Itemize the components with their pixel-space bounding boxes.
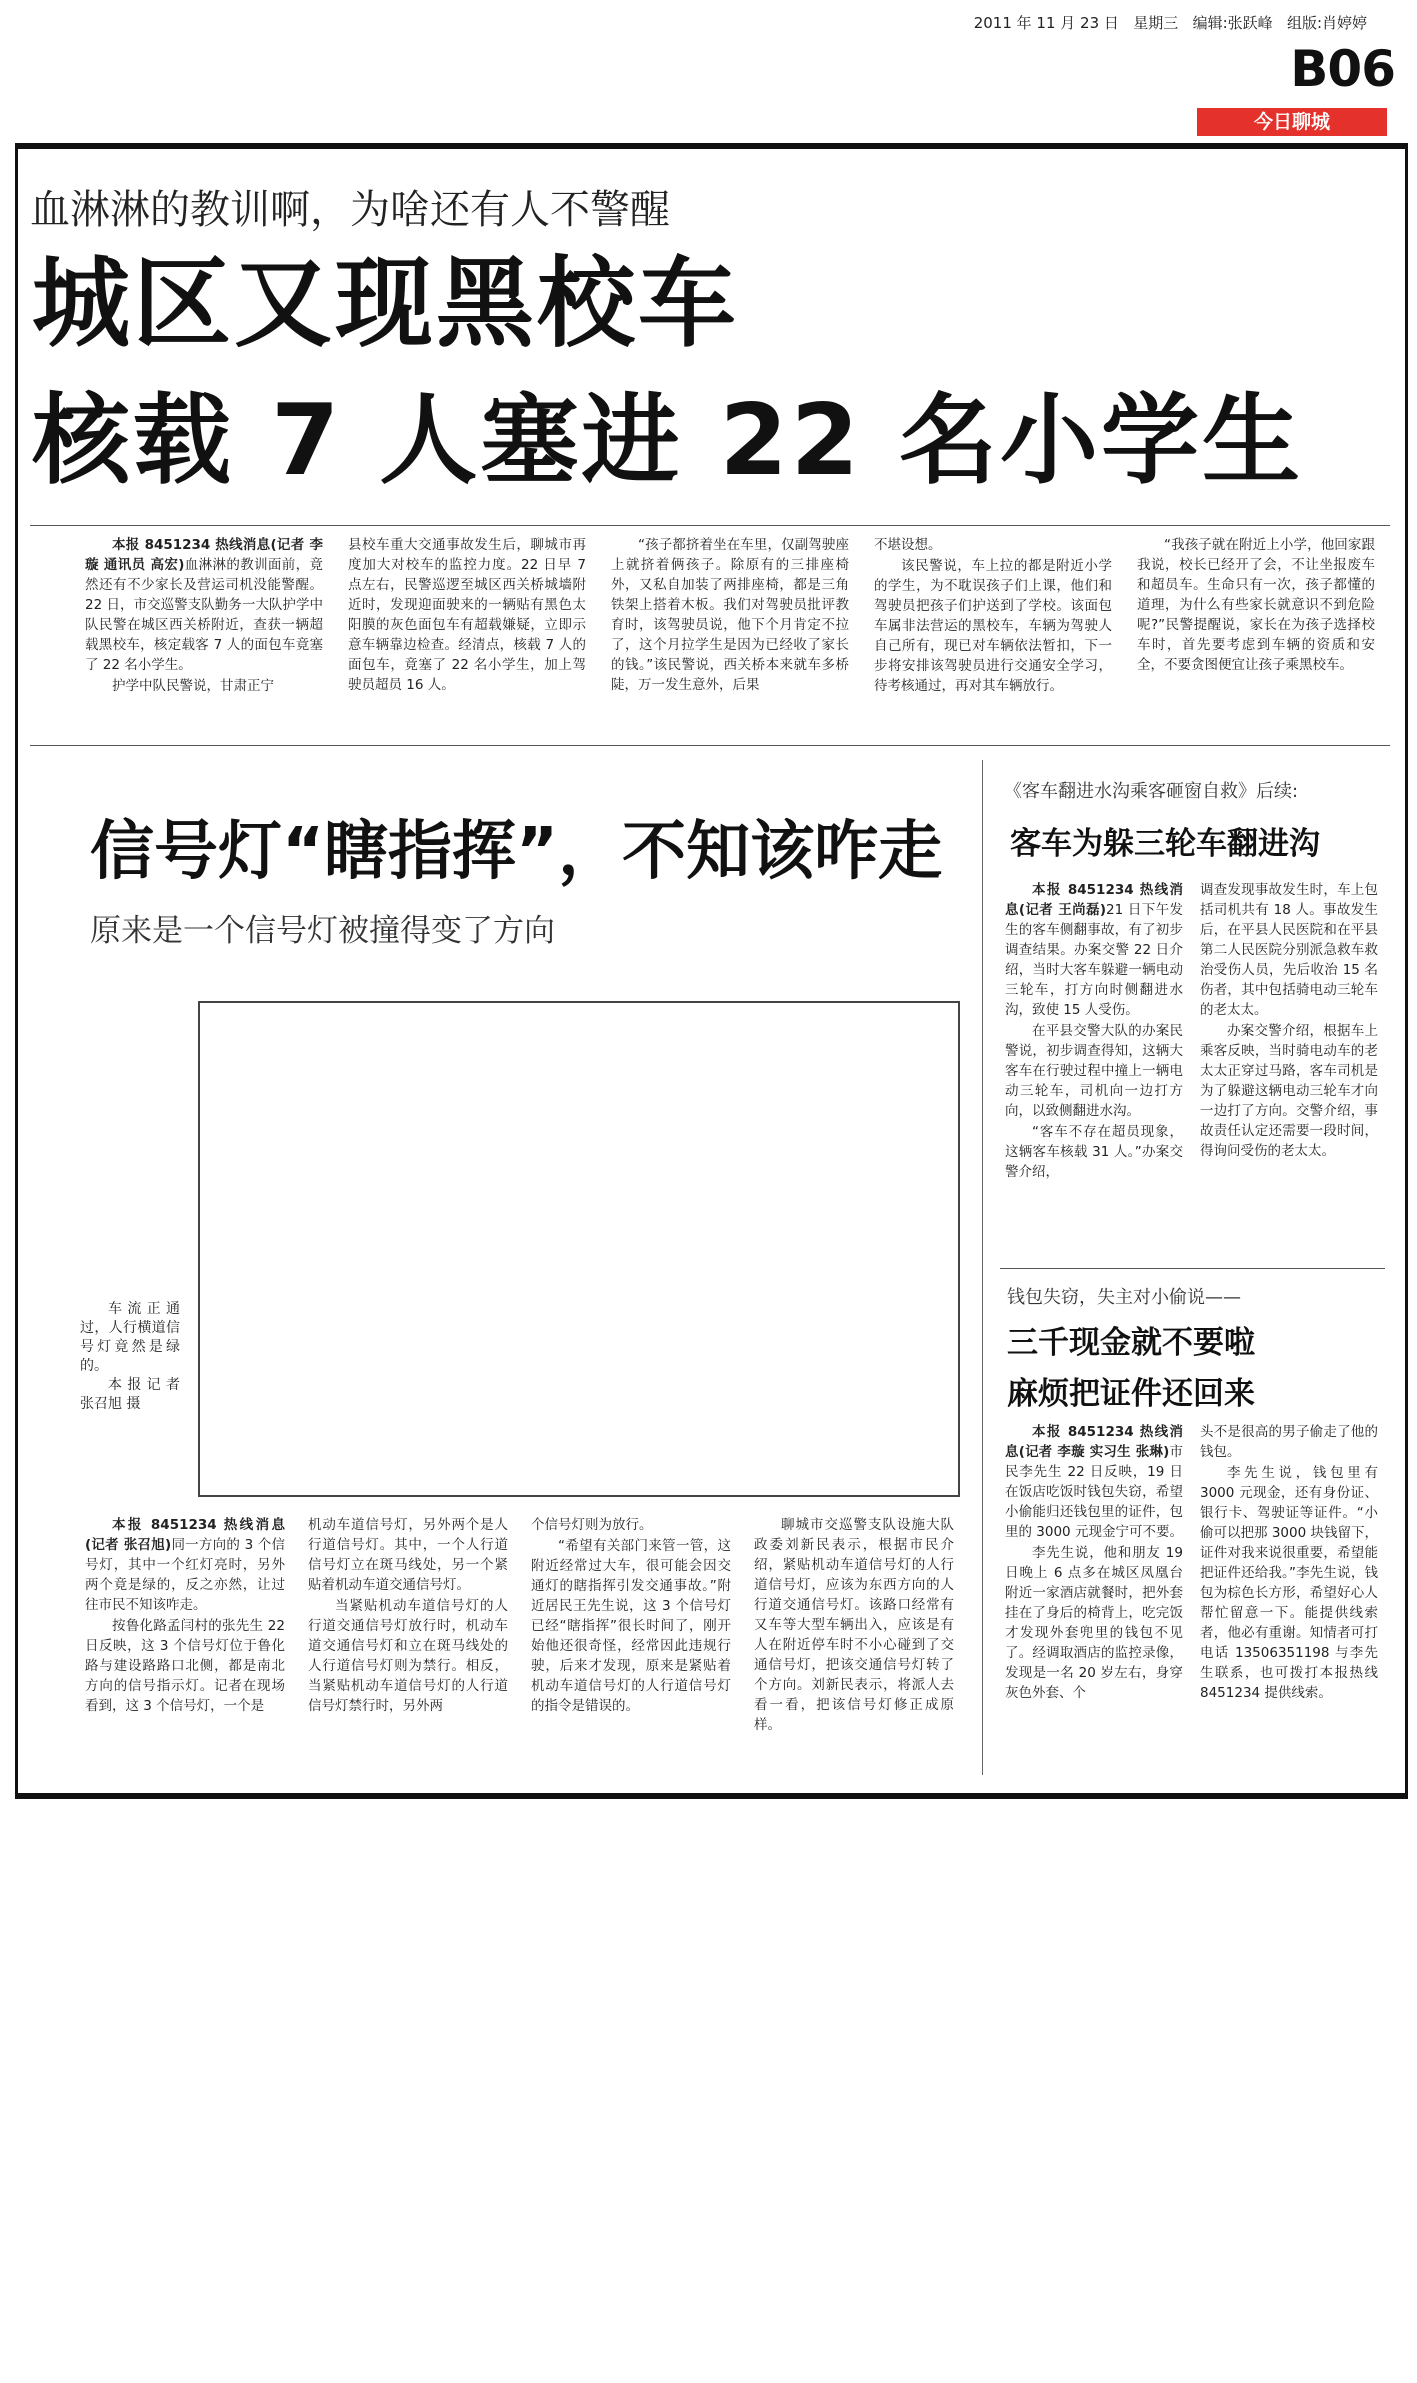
lead-col3-text: “孩子都挤着坐在车里，仅副驾驶座上就挤着俩孩子。除原有的三排座椅外，又私自加装了两排座椅，都是三角铁架上搭着木板。我们对驾驶员批评教育时，该驾驶员说，他下个月肯定不拉了，这个月拉学生是因为已经收了家长的钱。”该民警说，西关桥本来就车多桥陡，万一发生意外，后果	[611, 537, 849, 693]
editor-credit: 编辑:张跃峰	[1192, 14, 1273, 32]
signal-col-4	[754, 1515, 954, 1736]
column-separator	[982, 760, 983, 1775]
photo-caption	[80, 1300, 180, 1414]
wallet-byline: 本报 8451234 热线消息(记者 李璇 实习生 张琳)	[1005, 1424, 1183, 1460]
signal-col3-text: 个信号灯则为放行。	[531, 1517, 653, 1533]
lead-byline: 本报 8451234 热线消息(记者 李璇 通讯员 高宏)	[85, 537, 323, 573]
lead-col1-text2: 护学中队民警说，甘肃正宁	[112, 678, 274, 694]
wallet-col1-text: 市民李先生 22 日反映，19 日在饭店吃饭时钱包失窃，希望小偷能归还钱包里的证件，包里的 3000 元现金宁可不要。	[1005, 1444, 1183, 1540]
wallet-headline-line1: 三千现金就不要啦	[1007, 1325, 1255, 1361]
top-rule	[15, 143, 1408, 149]
signal-col-1	[85, 1515, 285, 1717]
wallet-col2-text2: 李先生说，钱包里有 3000 元现金，还有身份证、银行卡、驾驶证等证件。“小偷可以把那 3000 块钱留下，证件对我来说很重要，希望能把证件还给我。”李先生说，钱包为棕色长方形，希望好心人帮忙留意一下。能提供线索者，他必有重谢。知情者可打电话 13506351198 与李先生联系，也可拨打本报热线 8451234 提供线索。	[1200, 1465, 1378, 1701]
signal-col2-text: 机动车道信号灯，另外两个是人行道信号灯。其中，一个人行道信号灯立在斑马线处，另一个紧贴着机动车道交通信号灯。	[308, 1517, 508, 1593]
bus-col1-text: 21 日下午发生的客车侧翻事故，有了初步调查结果。办案交警 22 日介绍，当时大客车躲避一辆电动三轮车，打方向时侧翻进水沟，致使 15 人受伤。	[1005, 902, 1183, 1018]
lead-col-1	[85, 535, 323, 697]
lead-col2-text: 县校车重大交通事故发生后，聊城市再度加大对校车的监控力度。22 日早 7 点左右，民警巡逻至城区西关桥城墙附近时，发现迎面驶来的一辆贴有黑色太阳膜的灰色面包车有超载嫌疑，立即示意车辆靠边检查。经清点，核载 7 人的面包车，竟塞了 22 名小学生，加上驾驶员超员 16 人。	[348, 537, 586, 693]
lead-headline-line2: 核载 7 人塞进 22 名小学生	[32, 384, 1304, 498]
lead-col-4	[874, 535, 1112, 697]
caption-text: 车流正通过，人行横道信号灯竟然是绿的。	[80, 1301, 180, 1374]
page-number: B06	[1290, 40, 1395, 98]
wallet-headline-line2: 麻烦把证件还回来	[1007, 1376, 1255, 1412]
lead-kicker: 血淋淋的教训啊，为啥还有人不警醒	[30, 187, 670, 233]
signal-col3-text2: “希望有关部门来管一管，这附近经常过大车，很可能会因交通灯的瞎指挥引发交通事故。”附近居民王先生说，这 3 个信号灯已经“瞎指挥”很长时间了，刚开始他还很奇怪，经常因此违规行驶，后来才发现，原来是紧贴着机动车道信号灯的人行道信号灯的指令是错误的。	[531, 1538, 731, 1714]
wallet-kicker: 钱包失窃，失主对小偷说——	[1007, 1287, 1241, 1308]
bus-kicker: 《客车翻进水沟乘客砸窗自救》后续:	[1004, 781, 1299, 802]
issue-date: 2011 年 11 月 23 日	[973, 14, 1119, 32]
signal-byline: 本报 8451234 热线消息(记者 张召旭)	[85, 1517, 285, 1553]
bus-col2-text2: 办案交警介绍，根据车上乘客反映，当时骑电动车的老太太正穿过马路，客车司机是为了躲避这辆电动三轮车才向一边打了方向。交警介绍，事故责任认定还需要一段时间，得询问受伤的老太太。	[1200, 1023, 1378, 1159]
signal-col-2	[308, 1515, 508, 1717]
bus-headline: 客车为躲三轮车翻进沟	[1010, 826, 1320, 862]
left-border	[15, 143, 18, 1799]
issue-weekday: 星期三	[1133, 14, 1179, 32]
wallet-col2-text: 头不是很高的男子偷走了他的钱包。	[1200, 1424, 1378, 1460]
wallet-col-2	[1200, 1422, 1378, 1704]
lead-col-5	[1137, 535, 1375, 676]
layout-credit: 组版:肖婷婷	[1286, 14, 1367, 32]
signal-col1-text: 同一方向的 3 个信号灯，其中一个红灯亮时，另外两个竟是绿的，反之亦然，让过往市民不知该咋走。	[85, 1537, 286, 1613]
lead-col4-text: 不堪设想。	[874, 537, 942, 553]
lead-col5-text: “我孩子就在附近上小学，他回家跟我说，校长已经开了会，不让坐报废车和超员车。生命只有一次，孩子都懂的道理，为什么有些家长就意识不到危险呢?”民警提醒说，家长在为孩子选择校车时，首先要考虑到车辆的资质和安全，不要贪图便宜让孩子乘黑校车。	[1137, 537, 1375, 673]
lead-rule	[30, 525, 1390, 526]
right-border	[1405, 143, 1408, 1799]
wallet-col-1	[1005, 1422, 1183, 1704]
news-photo	[198, 1001, 960, 1497]
bus-col1-text2: 在平县交警大队的办案民警说，初步调查得知，这辆大客车在行驶过程中撞上一辆电动三轮车，司机向一边打方向，以致侧翻进水沟。	[1005, 1023, 1183, 1119]
bus-byline: 本报 8451234 热线消息(记者 王尚磊)	[1005, 882, 1183, 918]
lead-col1-text: 血淋淋的教训面前，竟然还有不少家长及营运司机没能警醒。22 日，市交巡警支队勤务一大队护学中队民警在城区西关桥附近，查获一辆超载黑校车，核定载客 7 人的面包车竟塞了 22 名小学生。	[85, 557, 324, 673]
bus-col2-text: 调查发现事故发生时，车上包括司机共有 18 人。事故发生后，在平县人民医院和在平县第二人民医院分别派急救车救治受伤人员，先后收治 15 名伤者，其中包括骑电动三轮车的老太太。	[1200, 882, 1378, 1018]
caption-credit: 本报记者 张召旭 摄	[80, 1377, 180, 1412]
signal-headline: 信号灯“瞎指挥”，不知该咋走	[90, 815, 943, 889]
signal-col-3	[531, 1515, 731, 1717]
bus-col1-text3: “客车不存在超员现象，这辆客车核载 31 人。”办案交警介绍，	[1005, 1124, 1183, 1180]
bus-col-2	[1200, 880, 1378, 1162]
bus-col-1	[1005, 880, 1183, 1183]
section-tag: 今日聊城	[1197, 108, 1387, 136]
bottom-rule	[15, 1793, 1408, 1799]
signal-col4-text: 聊城市交巡警支队设施大队政委刘新民表示，根据市民介绍，紧贴机动车道信号灯的人行道信号灯，应该为东西方向的人行道交通信号灯。该路口经常有又车等大型车辆出入，应该是有人在附近停车时不小心碰到了交通信号灯，把该交通信号灯转了个方向。刘新民表示，将派人去看一看，把该信号灯修正成原样。	[754, 1517, 954, 1733]
lead-col-2	[348, 535, 586, 696]
page-header-meta	[974, 12, 1367, 33]
section-divider	[30, 745, 1390, 746]
signal-subhead: 原来是一个信号灯被撞得变了方向	[90, 913, 555, 949]
wallet-col1-text2: 李先生说，他和朋友 19 日晚上 6 点多在城区凤凰台附近一家酒店就餐时，把外套挂在了身后的椅背上，吃完饭才发现外套兜里的钱包不见了。经调取酒店的监控录像，发现是一名 20 岁左右，身穿灰色外套、个	[1005, 1545, 1183, 1701]
lead-col4-text2: 该民警说，车上拉的都是附近小学的学生，为不耽误孩子们上课，他们和驾驶员把孩子们护送到了学校。该面包车属非法营运的黑校车，车辆为驾驶人自己所有，现已对车辆依法暂扣，下一步将安排该驾驶员进行交通安全学习，待考核通过，再对其车辆放行。	[874, 558, 1112, 694]
signal-col2-text2: 当紧贴机动车道信号灯的人行道交通信号灯放行时，机动车道交通信号灯和立在斑马线处的人行道信号灯则为禁行。相反，当紧贴机动车道信号灯的人行道信号灯禁行时，另外两	[308, 1598, 508, 1714]
signal-col1-text2: 按鲁化路孟闫村的张先生 22 日反映，这 3 个信号灯位于鲁化路与建设路路口北侧，都是南北方向的信号指示灯。记者在现场看到，这 3 个信号灯，一个是	[85, 1618, 285, 1714]
lead-headline-line1: 城区又现黑校车	[32, 247, 740, 361]
wallet-divider	[1000, 1268, 1385, 1269]
lead-col-3	[611, 535, 849, 696]
